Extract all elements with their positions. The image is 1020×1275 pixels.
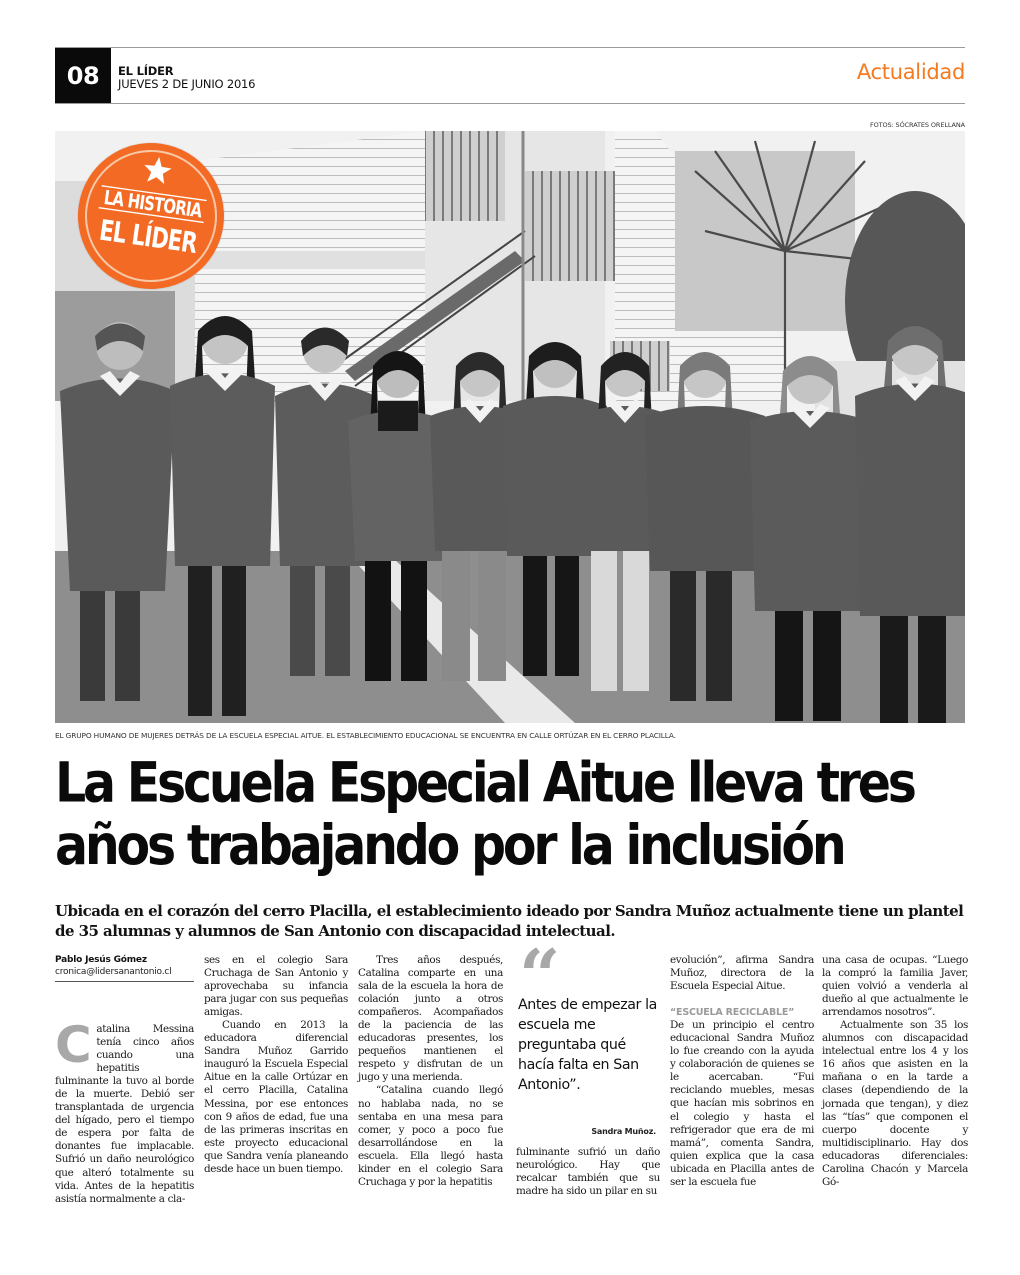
headline	[55, 752, 975, 877]
body-paragraph: Cuando en 2013 la educadora diferencial Sandra Muñoz Garrido inauguró la Escuela Especial Aitue en la calle Ortúzar en el cerro Placilla, Catalina Messina, por ese entonces con 9 años de edad, fue una de las primeras inscritas en este proyecto educacional que Sandra venía planeando desde hace un buen tiempo.	[204, 1019, 348, 1175]
byline-rule	[55, 981, 194, 982]
deck-summary: Ubicada en el corazón del cerro Placilla, el establecimiento ideado por Sandra Muñoz actualmente tiene un plantel de 35 alumnas y alumnos de San Antonio con discapacidad intelectual.	[55, 902, 964, 940]
body-column-5	[670, 954, 814, 1189]
body-paragraph: Tres años después, Catalina comparte en una sala de la escuela la hora de colación junto a otros compañeros. Acompañados de la paciencia de las educadoras presentes, los pequeños mantienen el respeto y disfrutan de un jugo y una merienda.	[358, 954, 503, 1084]
pull-quote-author: Sandra Muñoz.	[591, 1127, 656, 1136]
body-column-6	[822, 954, 968, 1189]
quote-mark-icon: “	[519, 933, 555, 1018]
body-paragraph: ses en el colegio Sara Cruchaga de San Antonio y aprovechaba su infancia para jugar con sus pequeñas amigas.	[204, 954, 348, 1019]
newspaper-name: EL LÍDER	[118, 64, 174, 78]
body-paragraph: De un principio el centro educacional Sandra Muñoz lo fue creando con la ayuda y colaboración de quienes se le acercaban. “Fui reciclando muebles, mesas que hacían mis sobrinos en el colegio y hasta el refrigerador que era de mi mamá”, comenta Sandra, quien explica que la casa ubicada en Placilla antes de ser la escuela fue	[670, 1019, 814, 1188]
drop-cap: C	[55, 1016, 92, 1074]
badge-line-2: EL LÍDER	[97, 213, 199, 260]
section-label: Actualidad	[856, 60, 965, 84]
byline-author: Pablo Jesús Gómez	[55, 955, 147, 965]
photo-credit: FOTOS: SÓCRATES ORELLANA	[869, 121, 965, 129]
body-paragraph: “Catalina cuando llegó no hablaba nada, no se sentaba en una mesa para comer, y poco a poco fue desarrollándose en la escuela. Ella llegó hasta kinder en el colegio Sara Cruchaga y por la hepatitis	[358, 1084, 503, 1188]
byline-email[interactable]: cronica@lidersanantonio.cl	[55, 967, 172, 977]
star-icon	[140, 154, 174, 188]
pull-quote-text: Antes de empezar la escuela me preguntaba qué hacía falta en San Antonio”.	[518, 997, 657, 1093]
issue-date: JUEVES 2 DE JUNIO 2016	[118, 77, 256, 91]
body-column-1	[55, 1016, 194, 1206]
body-paragraph: fulminante sufrió un daño neurológico. Hay que recalcar también que su madre ha sido un pilar en su	[516, 1146, 660, 1198]
badge-line-1: LA HISTORIA	[99, 185, 207, 223]
body-paragraph: Actualmente son 35 los alumnos con discapacidad intelectual entre los 4 y los 16 años que asisten en la mañana o en la tarde a clases (dependiendo de la jornada que tengan), y diez las “tías” que componen el cuerpo docente y multidisciplinario. Hay dos educadoras diferenciales: Carolina Chacón y Marcela Gó-	[822, 1019, 968, 1188]
body-paragraph: una casa de ocupas. “Luego la compró la familia Javer, quien volvió a venderla al dueño al que actualmente le arrendamos nosotros”.	[822, 954, 968, 1019]
body-paragraph: atalina Messina tenía cinco años cuando una hepatitis fulminante la tuvo al borde de la muerte. Debió ser transplantada de urgencia del hígado, pero el tiempo de espera por falta de donantes fue implacable. Sufrió un daño neurológico que alteró totalmente su vida. Antes de la hepatitis asistía normalmente a cla-	[55, 1023, 194, 1205]
headline-line-1: La Escuela Especial Aitue lleva tres	[55, 750, 914, 815]
body-paragraph: evolución”, afirma Sandra Muñoz, directora de la Escuela Especial Aitue.	[670, 954, 814, 993]
body-column-2	[204, 954, 348, 1176]
subheading: “ESCUELA RECICLABLE”	[670, 1007, 795, 1019]
body-column-3	[358, 954, 503, 1189]
header-bottom-rule	[55, 103, 965, 104]
page-number: 08	[55, 48, 111, 103]
photo-caption: EL GRUPO HUMANO DE MUJERES DETRÁS DE LA ESCUELA ESPECIAL AITUE. EL ESTABLECIMIENTO EDUCACIONAL SE ENCUENTRA EN CALLE ORTÚZAR EN EL CERRO PLACILLA.	[55, 731, 676, 740]
body-column-4	[516, 1146, 660, 1198]
header-top-rule	[55, 47, 965, 48]
headline-line-2: años trabajando por la inclusión	[55, 813, 844, 878]
